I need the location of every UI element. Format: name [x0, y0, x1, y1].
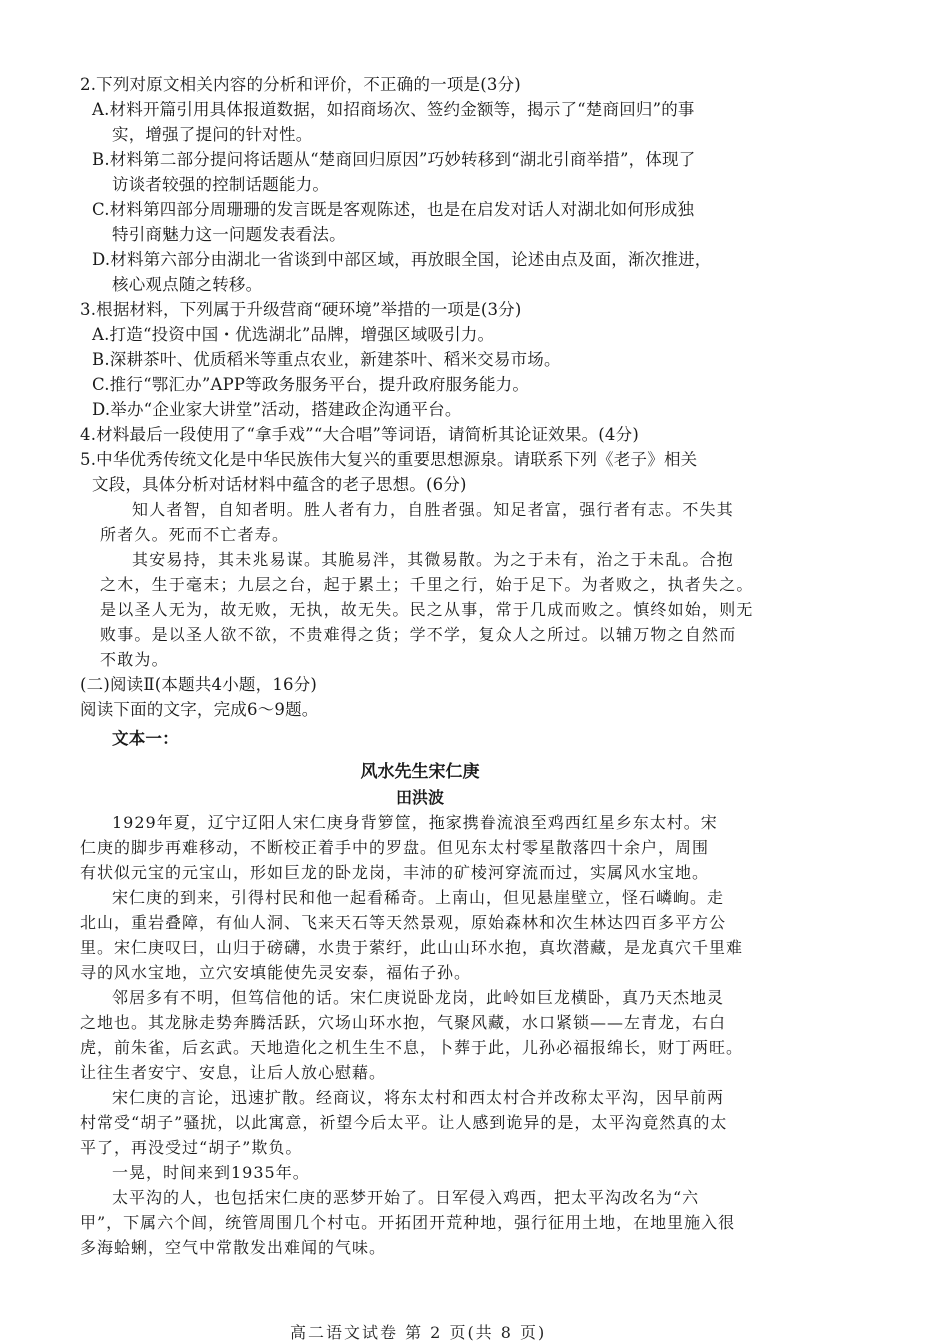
section-label: (二)阅读Ⅱ(本题共4小题，16分) — [80, 675, 318, 694]
story-paragraph: 宋仁庚的言论，迅速扩散。经商议，将东太村和西太村合并改称太平沟，因早前两 — [112, 1088, 725, 1107]
question-2 — [80, 72, 760, 297]
text-label: 文本一： — [112, 729, 179, 748]
option-a-continued: 实，增强了提问的针对性。 — [112, 125, 313, 144]
question-3 — [80, 297, 760, 422]
question-stem: 3.根据材料，下列属于升级营商“硬环境”举措的一项是(3分) — [80, 300, 522, 319]
question-stem: 5.中华优秀传统文化是中华民族伟大复兴的重要思想源泉。请联系下列《老子》相关 — [80, 450, 698, 469]
question-4 — [80, 422, 760, 447]
story-line: 村常受“胡子”骚扰，以此寓意，祈望今后太平。让人感到诡异的是，太平沟竟然真的太 — [80, 1113, 728, 1132]
option-b: B.材料第二部分提问将话题从“楚商回归原因”巧妙转移到“湖北引商举措”，体现了 — [92, 150, 696, 169]
story-line: 有状似元宝的元宝山，形如巨龙的卧龙岗，丰沛的矿棱河穿流而过，实属风水宝地。 — [80, 863, 710, 882]
story-line: 北山，重岩叠障，有仙人洞、飞来天石等天然景观，原始森林和次生林达四百多平方公 — [80, 913, 727, 932]
option-b: B.深耕茶叶、优质稻米等重点农业，新建茶叶、稻米交易市场。 — [92, 350, 561, 369]
story-paragraph: 太平沟的人，也包括宋仁庚的恶梦开始了。日军侵入鸡西，把太平沟改名为“六 — [112, 1188, 700, 1207]
story-line: 之地也。其龙脉走势奔腾活跃，穴场山环水抱，气聚风藏，水口紧锁——左青龙，右白 — [80, 1013, 727, 1032]
story-paragraph: 1929年夏，辽宁辽阳人宋仁庚身背箩筐，拖家携眷流浪至鸡西红星乡东太村。宋 — [112, 813, 718, 832]
story-line: 让往生者安宁、安息，让后人放心慰藉。 — [80, 1063, 387, 1082]
laozi-quote-1: 知人者智，自知者明。胜人者有力，自胜者强。知足者富，强行者有志。不失其 — [132, 500, 735, 519]
story-line: 仁庚的脚步再难移动，不断校正着手中的罗盘。但见东太村零星散落四十余户，周围 — [80, 838, 710, 857]
option-c: C.材料第四部分周珊珊的发言既是客观陈述，也是在启发对话人对湖北如何形成独 — [92, 200, 695, 219]
laozi-quote-2-line: 是以圣人无为，故无败，无执，故无失。民之从事，常于几成而败之。慎终如始，则无 — [100, 600, 754, 619]
story-line: 平了，再没受过“胡子”欺负。 — [80, 1138, 303, 1157]
story-paragraph: 邻居多有不明，但笃信他的话。宋仁庚说卧龙岗，此岭如巨龙横卧，真乃天杰地灵 — [112, 988, 725, 1007]
story-title: 风水先生宋仁庚 — [360, 762, 480, 782]
question-5 — [80, 447, 760, 672]
option-c-continued: 特引商魅力这一问题发表看法。 — [112, 225, 346, 244]
question-stem-continued: 文段，具体分析对话材料中蕴含的老子思想。(6分) — [92, 475, 467, 494]
option-d: D.举办“企业家大讲堂”活动，搭建政企沟通平台。 — [92, 400, 462, 419]
laozi-quote-2-line: 之木，生于毫末；九层之台，起于累土；千里之行，始于足下。为者败之，执者失之。 — [100, 575, 754, 594]
option-d: D.材料第六部分由湖北一省谈到中部区域，再放眼全国，论述由点及面，渐次推进， — [92, 250, 712, 269]
laozi-quote-2-line: 不敢为。 — [100, 650, 169, 669]
question-stem: 2.下列对原文相关内容的分析和评价，不正确的一项是(3分) — [80, 75, 521, 94]
option-a: A.打造“投资中国・优选湖北”品牌，增强区域吸引力。 — [92, 325, 495, 344]
question-stem: 4.材料最后一段使用了“拿手戏”“大合唱”等词语，请简析其论证效果。(4分) — [80, 425, 639, 444]
story-author: 田洪波 — [395, 788, 444, 807]
laozi-quote-2-line: 败事。是以圣人欲不欲，不贵难得之货；学不学，复众人之所过。以辅万物之自然而 — [100, 625, 737, 644]
page-footer: 高二语文试卷 第 2 页(共 8 页) — [290, 1323, 547, 1342]
exam-page — [80, 72, 760, 1260]
story-paragraph: 一晃，时间来到1935年。 — [112, 1163, 310, 1182]
section-instruction: 阅读下面的文字，完成6～9题。 — [80, 700, 319, 719]
option-a: A.材料开篇引用具体报道数据，如招商场次、签约金额等，揭示了“楚商回归”的事 — [92, 100, 695, 119]
story-line: 寻的风水宝地，立穴安填能使先灵安泰，福佑子孙。 — [80, 963, 472, 982]
laozi-quote-1-line: 所者久。死而不亡者寿。 — [100, 525, 290, 544]
story-paragraph: 宋仁庚的到来，引得村民和他一起看稀奇。上南山，但见悬崖壁立，怪石嶙峋。走 — [112, 888, 725, 907]
section-2-header — [80, 672, 760, 751]
story-line: 里。宋仁庚叹曰，山归于磅礴，水贵于萦纡，此山山环水抱，真坎潜藏，是龙真穴千里难 — [80, 938, 744, 957]
option-c: C.推行“鄂汇办”APP等政务服务平台，提升政府服务能力。 — [92, 375, 530, 394]
laozi-quote-2: 其安易持，其未兆易谋。其脆易泮，其微易散。为之于未有，治之于未乱。合抱 — [132, 550, 735, 569]
option-b-continued: 访谈者较强的控制话题能力。 — [112, 175, 330, 194]
story-line: 多海蛤蜊，空气中常散发出难闻的气味。 — [80, 1238, 387, 1257]
story — [80, 759, 760, 1260]
story-line: 虎，前朱雀，后玄武。天地造化之机生生不息，卜葬于此，儿孙必福报绵长，财丁两旺。 — [80, 1038, 744, 1057]
story-line: 甲”，下属六个闾，统管周围几个村屯。开拓团开荒种地，强行征用土地，在地里施入很 — [80, 1213, 736, 1232]
option-d-continued: 核心观点随之转移。 — [112, 275, 263, 294]
